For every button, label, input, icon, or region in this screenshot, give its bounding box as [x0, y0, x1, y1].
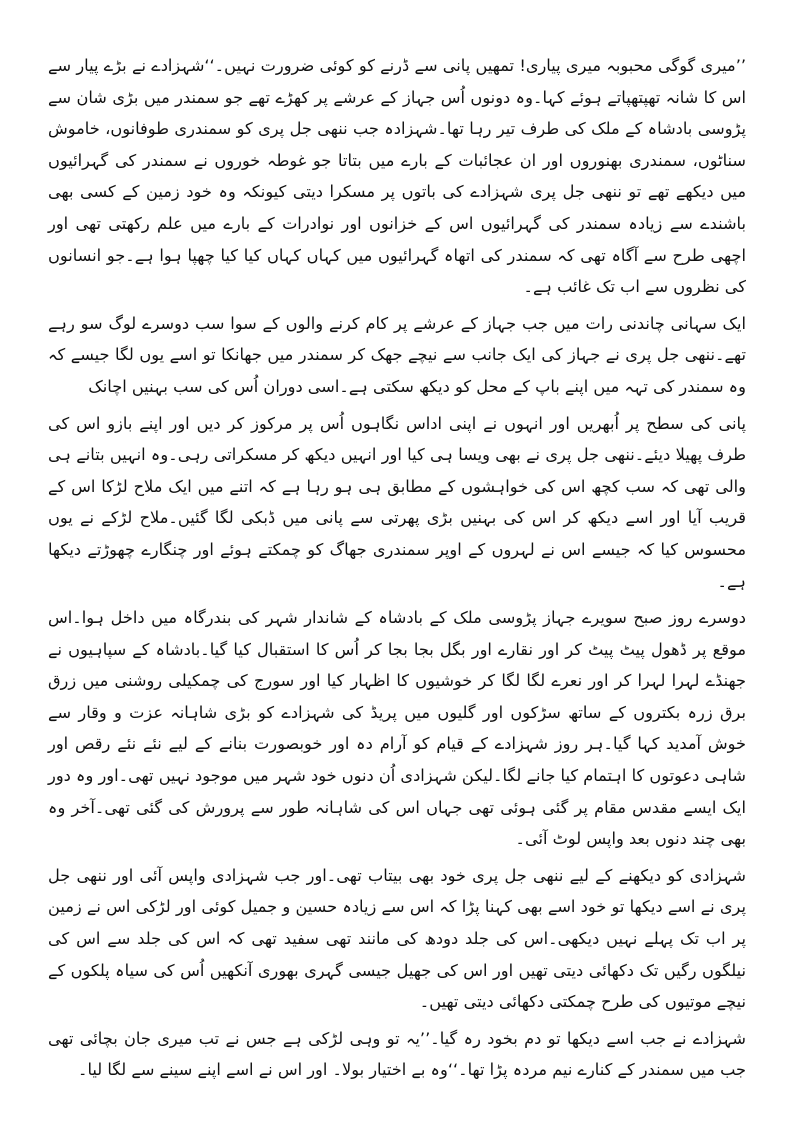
paragraph-5: شہزادی کو دیکھنے کے لیے ننھی جل پری خود بھی بیتاب تھی۔اور جب شہزادی واپس آئی اور ننھی جل پری نے اسے دیکھا تو خود اسے بھی کہنا پڑا کہ اس سے زیادہ حسین و جمیل کوئی اور لڑکی اس نے زمین پر اب تک پہلے نہیں دیکھی۔اس کی جلد دودھ کی مانند تھی سفید تھی کہ اس کی جلد سے اس کی نیلگوں رگیں تک دکھائی دیتی تھیں اور اس کی جھیل جیسی گہری بھوری آنکھیں اُس کی سیاہ پلکوں کے نیچے موتیوں کی طرح چمکتی دکھائی دیتی تھیں۔: [48, 865, 746, 1012]
paragraph-2: ایک سہانی چاندنی رات میں جب جہاز کے عرشے پر کام کرنے والوں کے سوا سب دوسرے لوگ سو رہے تھے۔ننھی جل پری نے جہاز کی ایک جانب سے نیچے جھک کر سمندر میں جھانکا تو اسے یوں لگا جیسے کہ وہ سمندر کی تہہ میں اپنے باپ کے محل کو دیکھ سکتی ہے۔اسی دوران اُس کی سب بہنیں اچانک: [48, 313, 746, 396]
paragraph-1: ’’میری گوگی محبوبہ میری پیاری! تمھیں پانی سے ڈرنے کو کوئی ضرورت نہیں۔‘‘شہزادے نے بڑے پیار سے اس کا شانہ تھپتھپاتے ہوئے کہا۔وہ دونوں اُس جہاز کے عرشے پر کھڑے تھے جو سمندر میں بڑی شان سے پڑوسی بادشاہ کے ملک کی طرف تیر رہا تھا۔شہزادہ جب ننھی جل پری کو سمندری طوفانوں، خاموش سناٹوں، سمندری بھنوروں اور ان عجائبات کے بارے میں بتاتا جو غوطہ خوروں نے سمندر کی گہرائیوں میں دیکھے تھے تو ننھی جل پری شہزادے کی باتوں پر مسکرا دیتی کیونکہ وہ خود زمین کے کسی بھی باشندے سے زیادہ سمندر کی گہرائیوں اس کے خزانوں اور نوادرات کے بارے میں علم رکھتی تھی اور اچھی طرح سے آگاہ تھی کہ سمندر کی اتھاہ گہرائیوں میں کہاں کہاں کیا کیا چھپا ہوا ہے۔جو انسانوں کی نظروں سے اب تک غائب ہے۔: [48, 56, 746, 297]
paragraph-6: شہزادے نے جب اسے دیکھا تو دم بخود رہ گیا۔’’یہ تو وہی لڑکی ہے جس نے تب میری جان بچائی تھی جب میں سمندر کے کنارے نیم مردہ پڑا تھا۔‘‘وہ بے اختیار بولا۔ اور اس نے اسے اپنے سینے سے لگا لیا۔: [48, 1028, 746, 1080]
paragraph-3: پانی کی سطح پر اُبھریں اور انہوں نے اپنی اداس نگاہوں اُس پر مرکوز کر دیں اور اپنے بازو اس کی طرف پھیلا دیئے۔ننھی جل پری نے بھی ویسا ہی کیا اور انہیں دیکھ کر مسکراتی رہی۔وہ انہیں بتانے ہی والی تھی کہ سب کچھ اس کی خواہشوں کے مطابق ہی ہو رہا ہے کہ اتنے میں ایک ملاح لڑکا اس کے قریب آیا اور اسے دیکھ کر اس کی بہنیں بڑی پھرتی سے پانی میں ڈبکی لگا گئیں۔ملاح لڑکے نے یوں محسوس کیا کہ جیسے اس نے لہروں کے اوپر سمندری جھاگ کو چمکتے ہوئے اور چنگارے چھوڑتے دیکھا ہے۔: [48, 413, 746, 591]
story-text: [48, 50, 746, 1091]
paragraph-4: دوسرے روز صبح سویرے جہاز پڑوسی ملک کے بادشاہ کے شاندار شہر کی بندرگاہ میں داخل ہوا۔اس موقع پر ڈھول پیٹ پیٹ کر اور نقارے اور بگل بجا بجا کر اُس کا استقبال کیا گیا۔بادشاہ کے سپاہیوں نے جھنڈے لہرا لہرا کر اور نعرے لگا لگا کر خوشیوں کا اظہار کیا اور سورج کی چمکیلی روشنی میں زرق برق زرہ بکتروں کے ساتھ سڑکوں اور گلیوں میں پریڈ کی شہزادے کو بڑی شاہانہ عزت و وقار سے خوش آمدید کہا گیا۔ہر روز شہزادے کے قیام کو آرام دہ اور خوبصورت بنانے کے لیے نئے نئے رقص اور شاہی دعوتوں کا اہتمام کیا جانے لگا۔لیکن شہزادی اُن دنوں خود شہر میں موجود نہیں تھی۔اور وہ دور ایک ایسے مقدس مقام پر گئی ہوئی تھی جہاں اس کی شاہانہ طور سے پرورش کی گئی تھی۔آخر وہ بھی چند دنوں بعد واپس لوٹ آئی۔: [48, 608, 746, 849]
